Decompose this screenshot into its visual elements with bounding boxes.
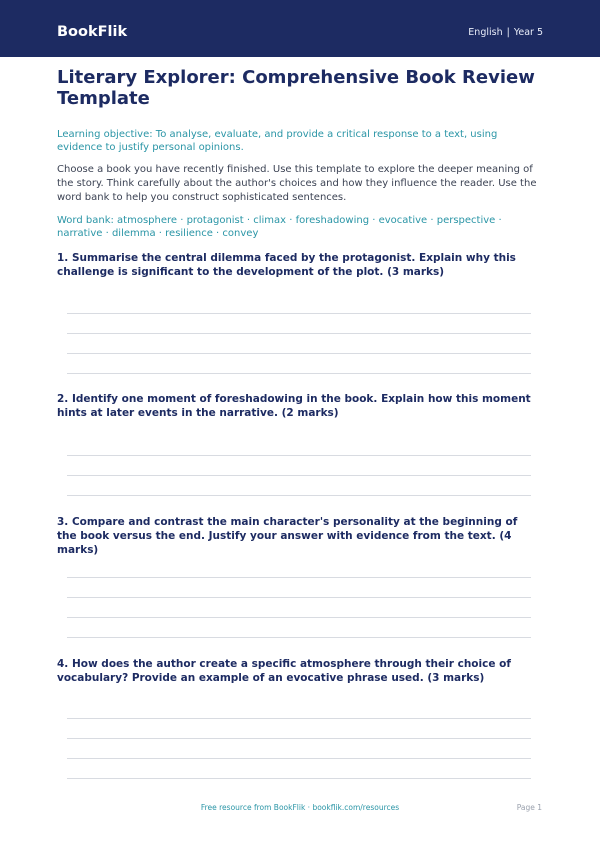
answer-line-q1[interactable] bbox=[67, 333, 531, 334]
year-label: Year 5 bbox=[513, 27, 543, 38]
page-header bbox=[0, 0, 600, 57]
brand-logo: BookFlik bbox=[57, 24, 128, 40]
learning-objective: Learning objective: To analyse, evaluate, and provide a critical response to a text, using evidence to justify personal opinions. bbox=[57, 129, 498, 153]
answer-line-q1[interactable] bbox=[67, 353, 531, 354]
answer-line-q3[interactable] bbox=[67, 617, 531, 618]
answer-line-q3[interactable] bbox=[67, 637, 531, 638]
answer-line-q3[interactable] bbox=[67, 597, 531, 598]
footer-source-link[interactable]: Free resource from BookFlik · bookflik.com/resources bbox=[200, 803, 400, 812]
subject-label: English bbox=[468, 27, 503, 38]
answer-line-q4[interactable] bbox=[67, 778, 531, 779]
question-1: 1. Summarise the central dilemma faced by the protagonist. Explain why this challenge is significant to the development of the plot. (3 marks) bbox=[57, 252, 516, 278]
answer-line-q2[interactable] bbox=[67, 475, 531, 476]
answer-line-q3[interactable] bbox=[67, 577, 531, 578]
answer-line-q4[interactable] bbox=[67, 718, 531, 719]
question-2: 2. Identify one moment of foreshadowing in the book. Explain how this moment hints at later events in the narrative. (2 marks) bbox=[57, 393, 531, 419]
instructions: Choose a book you have recently finished. Use this template to explore the deeper meaning of the story. Think carefully about the author's choices and how they influence the reader. Use the word bank to help you construct sophisticated sentences. bbox=[57, 164, 537, 203]
answer-line-q4[interactable] bbox=[67, 738, 531, 739]
answer-line-q1[interactable] bbox=[67, 313, 531, 314]
answer-line-q2[interactable] bbox=[67, 455, 531, 456]
answer-line-q4[interactable] bbox=[67, 758, 531, 759]
word-bank: Word bank: atmosphere · protagonist · climax · foreshadowing · evocative · perspective · narrative · dilemma · resilience · convey bbox=[57, 215, 502, 239]
answer-line-q1[interactable] bbox=[67, 373, 531, 374]
meta-separator: | bbox=[506, 27, 510, 38]
page-number: Page 1 bbox=[516, 803, 542, 812]
answer-line-q2[interactable] bbox=[67, 495, 531, 496]
question-3: 3. Compare and contrast the main character's personality at the beginning of the book versus the end. Justify your answer with evidence from the text. (4 marks) bbox=[57, 516, 518, 556]
intro-section bbox=[57, 67, 543, 240]
question-4: 4. How does the author create a specific atmosphere through their choice of vocabulary? Provide an example of an evocative phrase used. (3 marks) bbox=[57, 658, 511, 684]
page-title: Literary Explorer: Comprehensive Book Review Template bbox=[57, 67, 535, 109]
subject-year bbox=[468, 27, 543, 39]
